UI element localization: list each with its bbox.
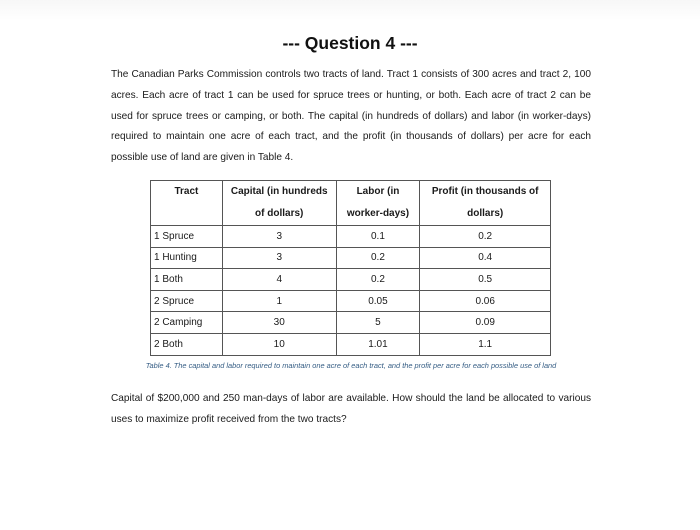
table-row	[151, 333, 551, 355]
cell-labor: 0.1	[336, 226, 420, 248]
cell-profit: 0.4	[420, 247, 551, 269]
intro-paragraph: The Canadian Parks Commission controls two tracts of land. Tract 1 consists of 300 acres and tract 2, 100 acres. Each acre of tract 1 can be used for spruce trees or hunting, or both. Each acre of tract 2 can be used for spruce trees or camping, or both. The capital (in hundreds of dollars) and labor (in worker-days) required to maintain one acre of each tract, and the profit (in thousands of dollars) per acre for each possible use of land are given in Table 4.	[111, 69, 591, 164]
cell-capital: 4	[222, 269, 336, 291]
cell-profit: 1.1	[420, 333, 551, 355]
cell-capital: 3	[222, 226, 336, 248]
cell-profit: 0.2	[420, 226, 551, 248]
cell-capital: 3	[222, 247, 336, 269]
question-title: --- Question 4 ---	[282, 33, 418, 53]
data-table	[150, 180, 551, 356]
cell-tract: 2 Camping	[151, 312, 223, 334]
question-paragraph: Capital of $200,000 and 250 man-days of labor are available. How should the land be allocated to various uses to maximize profit received from the two tracts?	[111, 393, 591, 425]
cell-profit: 0.09	[420, 312, 551, 334]
table-header-row	[151, 181, 551, 226]
cell-profit: 0.5	[420, 269, 551, 291]
cell-profit: 0.06	[420, 290, 551, 312]
cell-labor: 0.05	[336, 290, 420, 312]
cell-tract: 1 Both	[151, 269, 223, 291]
cell-tract: 2 Spruce	[151, 290, 223, 312]
cell-labor: 1.01	[336, 333, 420, 355]
table-row	[151, 312, 551, 334]
table-row	[151, 290, 551, 312]
cell-capital: 10	[222, 333, 336, 355]
header-capital: Capital (in hundreds of dollars)	[222, 181, 336, 226]
cell-labor: 5	[336, 312, 420, 334]
cell-labor: 0.2	[336, 269, 420, 291]
cell-tract: 1 Hunting	[151, 247, 223, 269]
cell-capital: 30	[222, 312, 336, 334]
header-profit: Profit (in thousands of dollars)	[420, 181, 551, 226]
table-row	[151, 269, 551, 291]
table-row	[151, 247, 551, 269]
cell-tract: 2 Both	[151, 333, 223, 355]
cell-tract: 1 Spruce	[151, 226, 223, 248]
table-row	[151, 226, 551, 248]
header-labor: Labor (in worker-days)	[336, 181, 420, 226]
table-caption: Table 4. The capital and labor required to maintain one acre of each tract, and the profit per acre for each possible use of land	[145, 361, 557, 370]
cell-labor: 0.2	[336, 247, 420, 269]
header-tract: Tract	[151, 181, 223, 226]
cell-capital: 1	[222, 290, 336, 312]
